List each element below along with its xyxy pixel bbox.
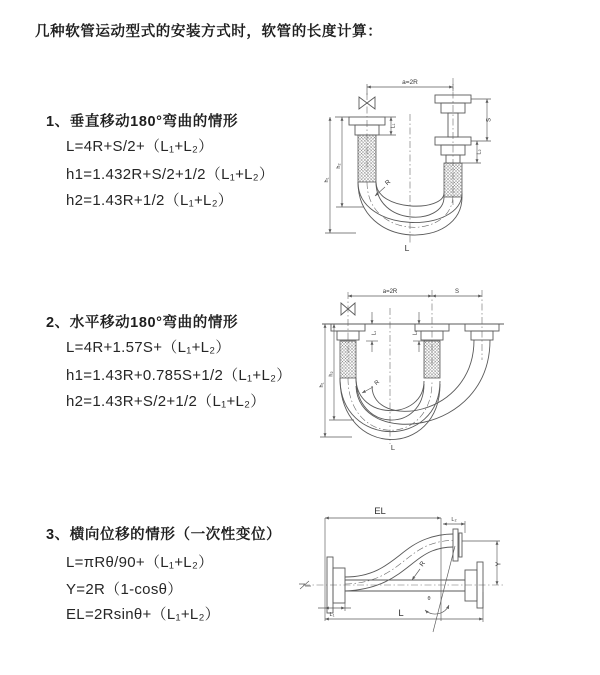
section-1-formula-L: L=4R+S/2+（L₁+L₂）: [66, 138, 214, 155]
d1-label-a2R: a=2R: [402, 79, 418, 86]
section-2-formula-L: L=4R+1.57S+（L₁+L₂）: [66, 339, 231, 356]
d2-label-L2: L₂: [412, 330, 419, 336]
d1-label-L: L: [404, 243, 410, 253]
section-2-formula-h1: h1=1.43R+0.785S+1/2（L₁+L₂）: [66, 367, 292, 384]
d2-centerlines: [348, 290, 482, 444]
d1-radius-callout: [375, 178, 392, 196]
d3-label-L1: L₁: [329, 612, 335, 618]
page-title: 几种软管运动型式的安装方式时，软管的长度计算：: [35, 24, 383, 40]
d2-label-a2R: a=2R: [382, 289, 398, 295]
d2-hose-curves: [340, 340, 490, 440]
diagram-horizontal-180-bend: [315, 283, 590, 458]
d1-dim-L1: [379, 117, 397, 135]
d3-dim-L2: [443, 517, 465, 533]
d2-dim-S: [432, 289, 482, 296]
d2-label-R: R: [373, 379, 381, 387]
d2-label-h2: h₂: [328, 371, 335, 377]
section-3-formula-L: L=πRθ/90+（L₁+L₂）: [66, 554, 214, 571]
d2-valve-icon: [341, 303, 355, 315]
d2-dim-a2R: [348, 289, 432, 296]
d1-label-h1: h₁: [324, 177, 330, 183]
d1-dim-a2R: [367, 79, 453, 95]
d3-dim-L: [325, 592, 483, 622]
d3-dim-Y: [462, 541, 503, 585]
d1-label-h2: h₂: [336, 163, 342, 169]
d2-left-flange: [328, 324, 365, 378]
d3-label-L2: L₂: [451, 517, 457, 523]
d1-dim-h1: [324, 117, 356, 233]
d1-label-L2: L₂: [476, 149, 483, 155]
section-1-formula-h2: h2=1.43R+1/2（L₁+L₂）: [66, 192, 234, 209]
d1-label-L1: L₁: [390, 123, 397, 129]
d2-label-S: S: [454, 289, 460, 295]
diagram-vertical-180-bend: [310, 70, 590, 260]
d3-label-R: R: [418, 560, 427, 569]
section-3-heading: 3、横向位移的情形（一次性变位）: [46, 527, 282, 543]
d1-dim-S: [471, 99, 493, 141]
d3-label-Y: Y: [495, 561, 503, 567]
section-1-heading: 1、垂直移动180°弯曲的情形: [46, 114, 239, 130]
d3-radius-callout: [412, 560, 427, 580]
d3-label-theta: θ: [427, 596, 431, 602]
d2-dim-L1: [366, 312, 378, 352]
section-2-heading: 2、水平移动180°弯曲的情形: [46, 315, 239, 331]
d2-dim-L2: [413, 312, 426, 352]
d2-label-L: L: [390, 443, 396, 452]
d1-label-R: R: [383, 178, 393, 188]
d2-label-L1: L₁: [371, 330, 378, 336]
section-1-formula-h1: h1=1.432R+S/2+1/2（L₁+L₂）: [66, 166, 275, 183]
d3-label-EL: EL: [374, 506, 386, 517]
d1-label-S: S: [486, 117, 493, 123]
section-2-formula-h2: h2=1.43R+S/2+1/2（L₁+L₂）: [66, 393, 266, 410]
d2-label-h1: h₁: [319, 382, 325, 388]
d3-dim-L1: [318, 603, 351, 618]
section-3-formula-Y: Y=2R（1-cosθ）: [66, 581, 183, 598]
section-3-formula-EL: EL=2Rsinθ+（L₁+L₂）: [66, 606, 220, 623]
d3-upper-flange: [453, 529, 462, 561]
diagram-lateral-displacement: [300, 505, 600, 655]
d3-label-L: L: [398, 608, 404, 619]
